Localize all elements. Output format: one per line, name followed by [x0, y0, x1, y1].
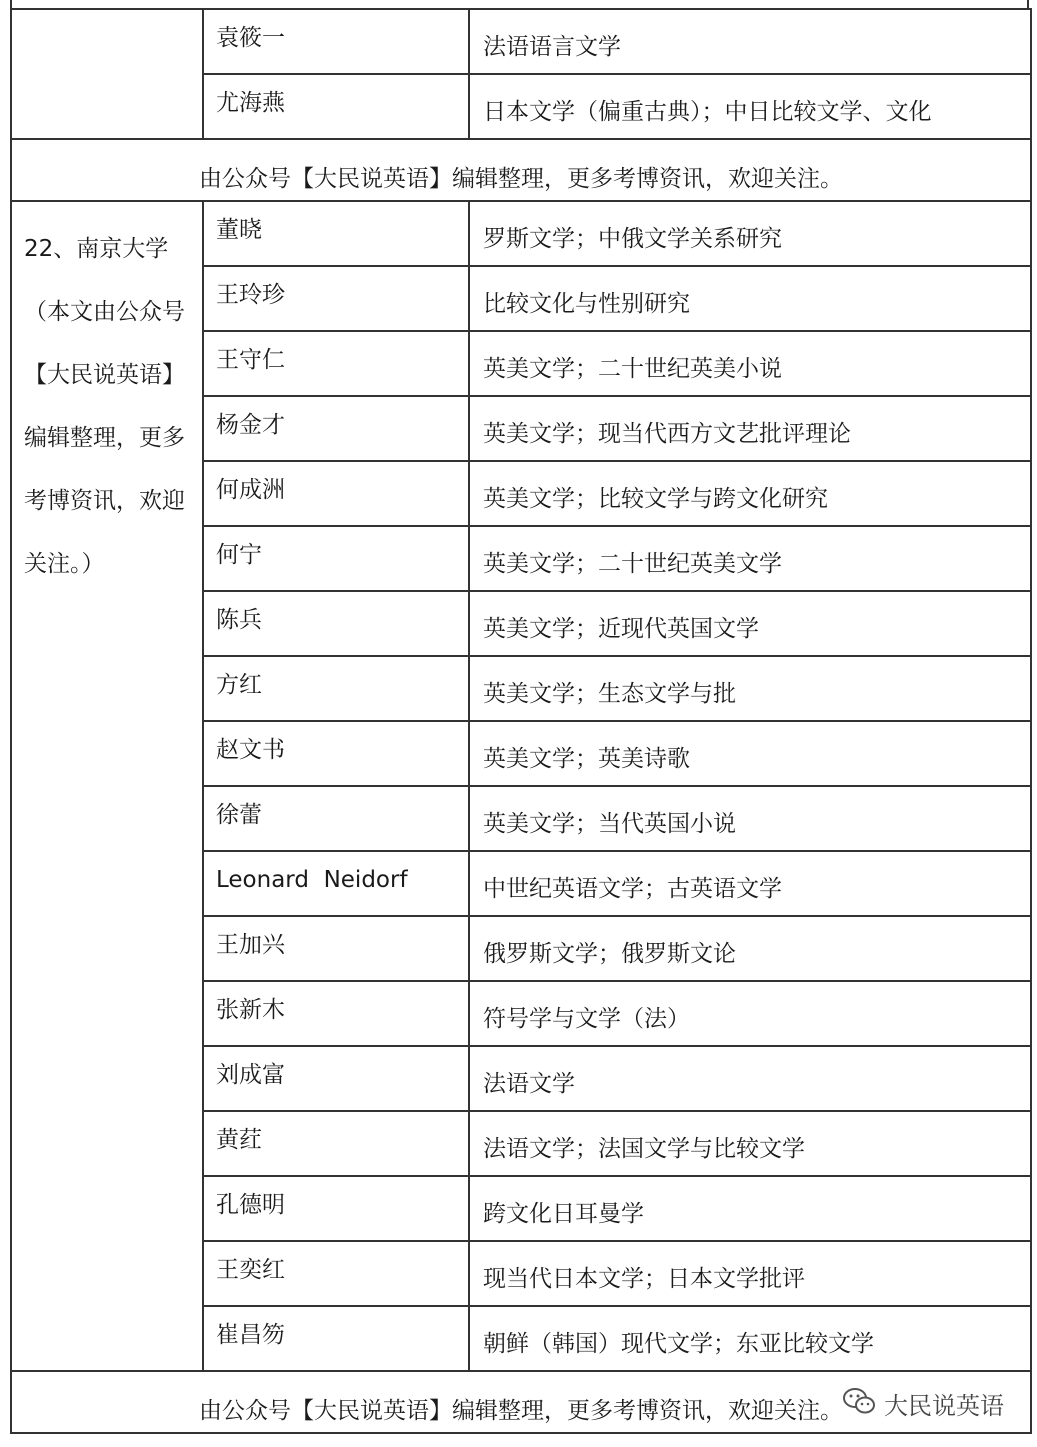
research-field: 朝鲜（韩国）现代文学；东亚比较文学 [469, 1306, 1031, 1371]
wechat-icon [842, 1387, 876, 1419]
university-line: 【大民说英语】 [24, 362, 185, 388]
table-row [11, 9, 1031, 74]
research-field: 中世纪英语文学；古英语文学 [469, 851, 1031, 916]
research-field: 罗斯文学；中俄文学关系研究 [469, 201, 1031, 266]
research-field: 英美文学；近现代英国文学 [469, 591, 1031, 656]
supervisor-name: 何宁 [203, 526, 469, 591]
notice-text: 由公众号【大民说英语】编辑整理，更多考博资讯，欢迎关注。 [11, 1371, 1031, 1433]
research-field: 跨文化日耳曼学 [469, 1176, 1031, 1241]
supervisor-name: 张新木 [203, 981, 469, 1046]
supervisor-name: 袁筱一 [203, 9, 469, 74]
research-field: 英美文学；英美诗歌 [469, 721, 1031, 786]
supervisor-name: 王奕红 [203, 1241, 469, 1306]
supervisor-name: 何成洲 [203, 461, 469, 526]
university-line: （本文由公众号 [24, 299, 185, 325]
research-field: 法语文学；法国文学与比较文学 [469, 1111, 1031, 1176]
supervisor-name: 赵文书 [203, 721, 469, 786]
research-field: 英美文学；现当代西方文艺批评理论 [469, 396, 1031, 461]
research-field: 英美文学；比较文学与跨文化研究 [469, 461, 1031, 526]
research-field: 法语语言文学 [469, 9, 1031, 74]
supervisor-name: 王守仁 [203, 331, 469, 396]
supervisor-name: 方红 [203, 656, 469, 721]
table-top-edge [10, 0, 1029, 8]
supervisor-name: 陈兵 [203, 591, 469, 656]
university-line: 22、南京大学 [24, 236, 169, 262]
research-field: 现当代日本文学；日本文学批评 [469, 1241, 1031, 1306]
table-row [11, 201, 1031, 266]
university-line: 编辑整理，更多 [24, 425, 185, 451]
faculty-table [10, 8, 1032, 1434]
research-field: 英美文学；生态文学与批 [469, 656, 1031, 721]
supervisor-name: Leonard Neidorf [203, 851, 469, 916]
university-line: 关注。） [24, 551, 105, 577]
research-field: 英美文学；二十世纪英美文学 [469, 526, 1031, 591]
notice-text: 由公众号【大民说英语】编辑整理，更多考博资讯，欢迎关注。 [11, 139, 1031, 201]
supervisor-name: 尤海燕 [203, 74, 469, 139]
research-field: 法语文学 [469, 1046, 1031, 1111]
watermark-text: 大民说英语 [884, 1391, 1004, 1420]
supervisor-name: 徐蕾 [203, 786, 469, 851]
notice-row [11, 139, 1031, 201]
supervisor-name: 董晓 [203, 201, 469, 266]
empty-cell [11, 9, 203, 139]
university-line: 考博资讯，欢迎 [24, 488, 185, 514]
research-field: 符号学与文学（法） [469, 981, 1031, 1046]
research-field: 比较文化与性别研究 [469, 266, 1031, 331]
supervisor-name: 王加兴 [203, 916, 469, 981]
watermark [842, 1385, 1004, 1421]
supervisor-name: 孔德明 [203, 1176, 469, 1241]
supervisor-name: 王玲珍 [203, 266, 469, 331]
supervisor-name: 黄荭 [203, 1111, 469, 1176]
supervisor-name: 刘成富 [203, 1046, 469, 1111]
supervisor-name: 杨金才 [203, 396, 469, 461]
research-field: 英美文学；当代英国小说 [469, 786, 1031, 851]
research-field: 英美文学；二十世纪英美小说 [469, 331, 1031, 396]
university-cell [11, 201, 203, 1371]
research-field: 日本文学（偏重古典）；中日比较文学、文化 [469, 74, 1031, 139]
research-field: 俄罗斯文学；俄罗斯文论 [469, 916, 1031, 981]
supervisor-name: 崔昌笏 [203, 1306, 469, 1371]
